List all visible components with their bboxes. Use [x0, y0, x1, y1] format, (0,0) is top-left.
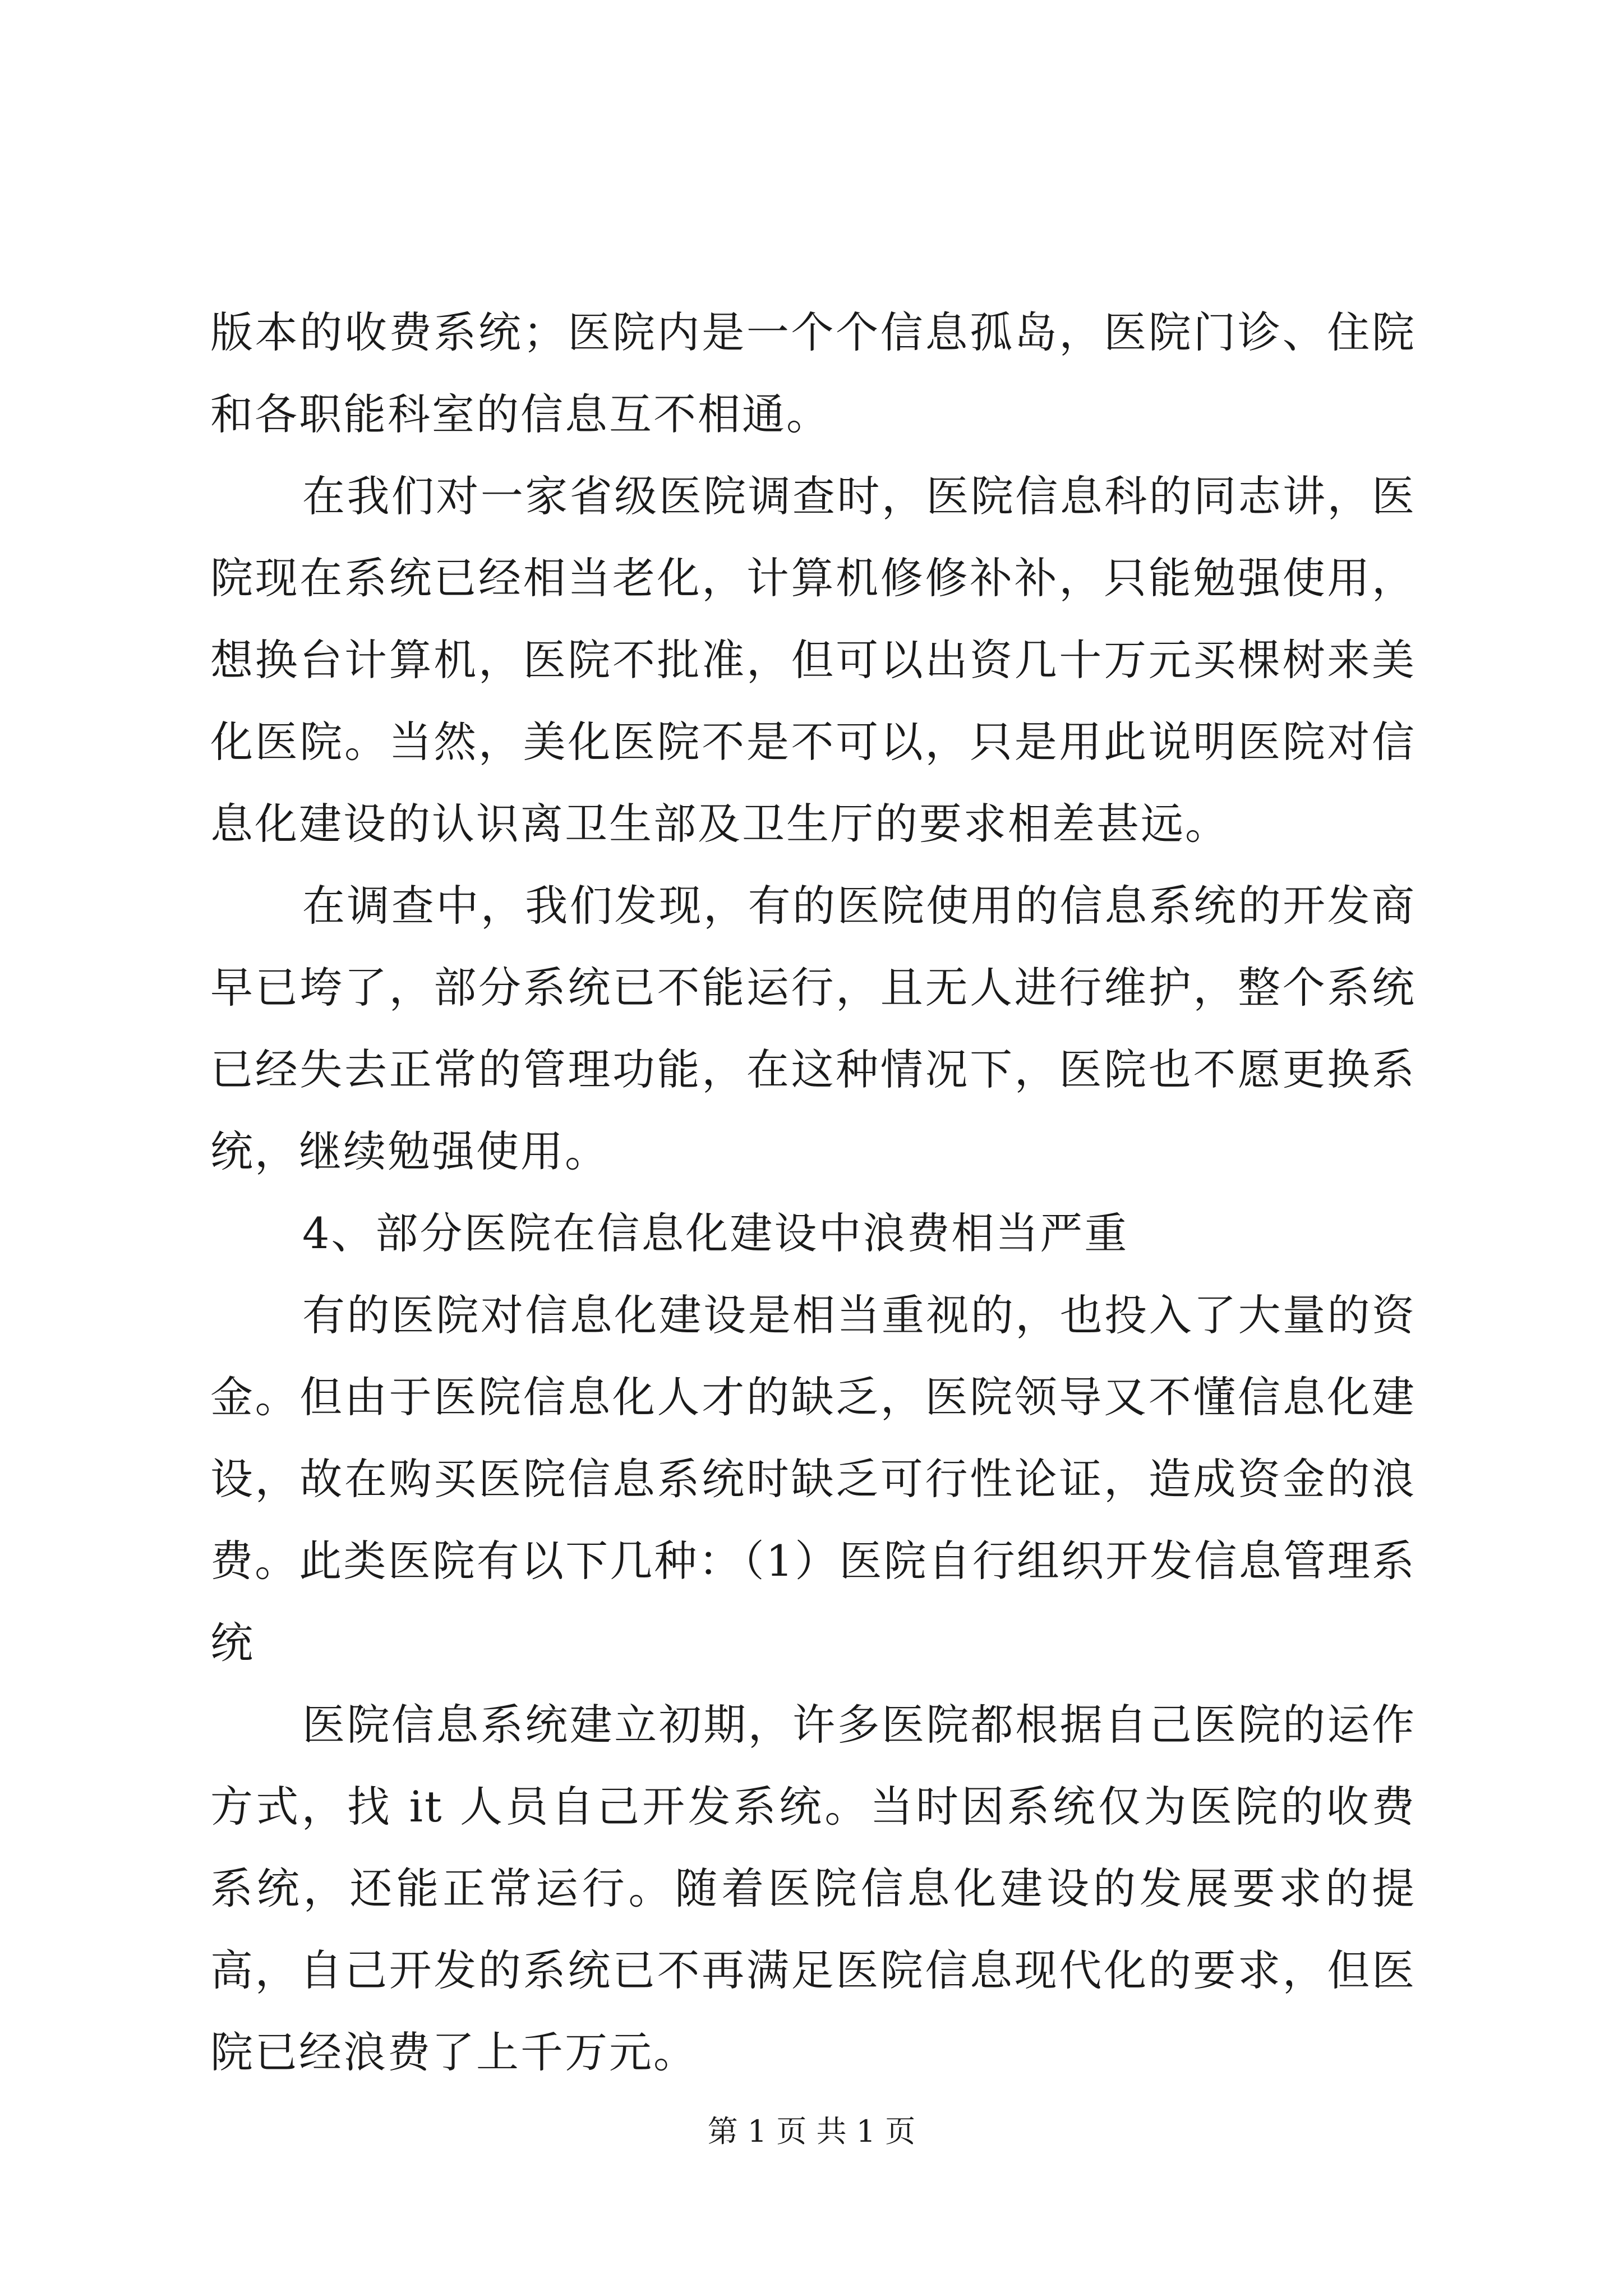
paragraph: 医院信息系统建立初期，许多医院都根据自己医院的运作方式，找 it 人员自己开发系统。当时因系统仅为医院的收费系统，还能正常运行。随着医院信息化建设的发展要求的提高，自己开发的系统已不再满足医院信息现代化的要求，但医院已经浪费了上千万元。: [210, 1700, 1416, 2077]
paragraph: 在我们对一家省级医院调查时，医院信息科的同志讲，医院现在系统已经相当老化，计算机修修补补，只能勉强使用，想换台计算机，医院不批准，但可以出资几十万元买棵树来美化医院。当然，美化医院不是不可以，只是用此说明医院对信息化建设的认识离卫生部及卫生厅的要求相差甚远。: [210, 471, 1416, 849]
document-body: [210, 292, 1416, 2093]
paragraph: 有的医院对信息化建设是相当重视的，也投入了大量的资金。但由于医院信息化人才的缺乏，医院领导又不懂信息化建设，故在购买医院信息系统时缺乏可行性论证，造成资金的浪费。此类医院有以下几种：（1）医院自行组织开发信息管理系统: [210, 1290, 1416, 1668]
section-heading: 4、部分医院在信息化建设中浪费相当严重: [302, 1208, 1129, 1258]
paragraph-continuation: 版本的收费系统；医院内是一个个信息孤岛，医院门诊、住院和各职能科室的信息互不相通。: [210, 307, 1416, 439]
page-footer: 第 1 页 共 1 页: [707, 2114, 916, 2149]
paragraph: 在调查中，我们发现，有的医院使用的信息系统的开发商早已垮了，部分系统已不能运行，且无人进行维护，整个系统已经失去正常的管理功能，在这种情况下，医院也不愿更换系统，继续勉强使用。: [210, 881, 1416, 1176]
